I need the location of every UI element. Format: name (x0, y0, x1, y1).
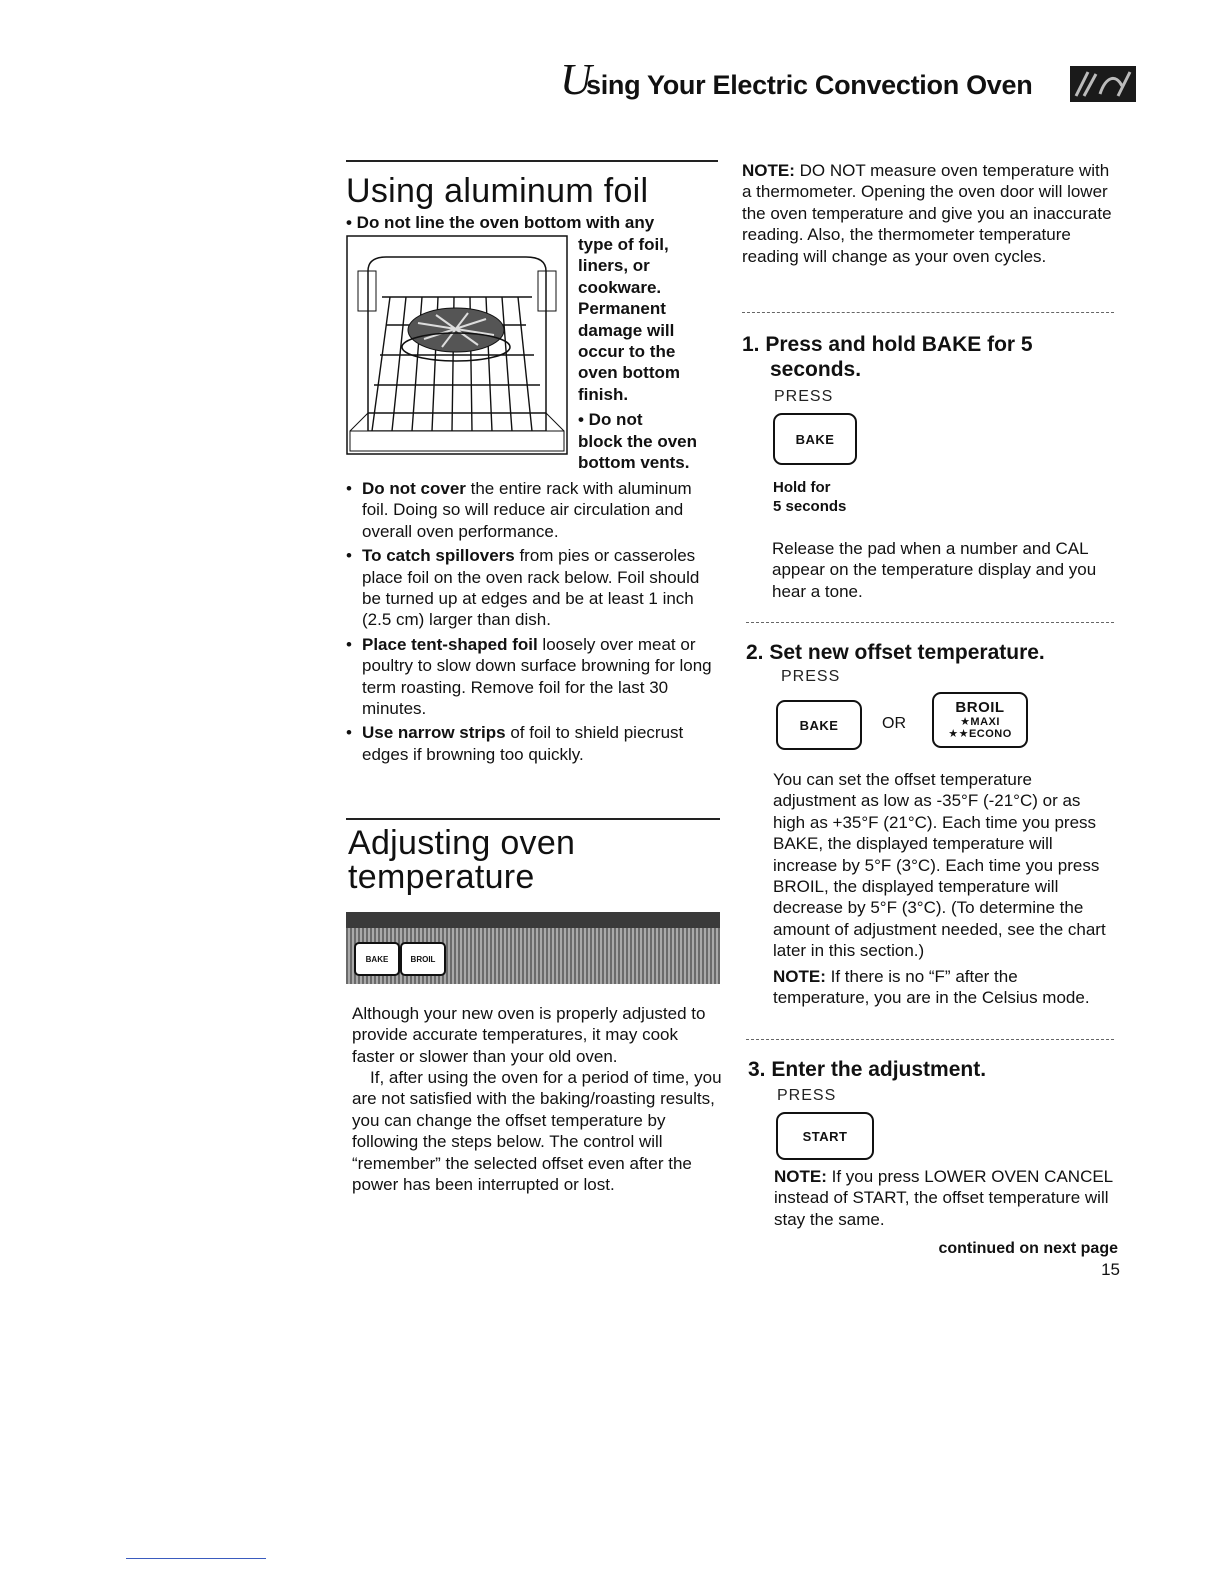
note-label: NOTE: (773, 967, 826, 986)
foil-heading: Using aluminum foil (346, 172, 649, 210)
press-label: PRESS (777, 1087, 837, 1104)
step-1-title (742, 332, 1114, 382)
oven-rack-illustration (346, 235, 568, 455)
broil-maxi-label: ★MAXI (960, 716, 1000, 728)
bake-key: BAKE (773, 413, 857, 465)
step-number: 1. (742, 333, 760, 356)
step-1-text: Release the pad when a number and CAL appear on the temperature display and you hear a tone. (772, 539, 1097, 601)
header-initial: U (560, 55, 592, 104)
foil-vent-line: block the oven (578, 431, 698, 451)
banner-broil-key: BROIL (400, 942, 446, 976)
section-rule (346, 818, 720, 820)
hold-line: Hold for (773, 479, 831, 496)
step-number: 3. (748, 1058, 766, 1081)
note-label: NOTE: (742, 161, 795, 180)
running-header (560, 52, 1200, 112)
step-title-line: seconds. (770, 358, 862, 381)
press-label: PRESS (781, 668, 841, 685)
note-text: If you press LOWER OVEN CANCEL instead of START, the offset temperature will stay the same. (774, 1167, 1113, 1229)
foil-lead-wrap-line: type of foil, (578, 235, 669, 254)
list-item: • Use narrow strips of foil to shield piecrust edges if browning too quickly. (346, 722, 716, 765)
hold-instruction (773, 478, 846, 516)
step-2-text: You can set the offset temperature adjustment as low as -35°F (-21°C) or as high as +35°F (21°C). Each time you press BAKE, the displayed temperature will increase by 5°F (3°C). Each time you press BROIL, the displayed temperature will decrease by 5°F (3°C). (To determine the amount of adjustment needed, see the chart later in this section.) (773, 770, 1106, 961)
broil-key-label: BROIL (955, 699, 1005, 716)
hold-line: 5 seconds (773, 498, 847, 515)
celsius-note (773, 966, 1103, 1009)
broil-econo-label: ★★ECONO (948, 728, 1012, 740)
step-title-line: Enter the adjustment. (771, 1058, 987, 1081)
or-label: OR (882, 715, 906, 732)
dashed-divider (746, 1039, 1114, 1040)
section-rule (346, 160, 718, 162)
dashed-divider (746, 622, 1114, 623)
foil-lead-wrap-line: cookware. (578, 277, 662, 297)
header-title: sing Your Electric Convection Oven (586, 70, 1033, 100)
foil-vent-line: • Do not (578, 410, 643, 430)
note-label: NOTE: (774, 1167, 827, 1186)
foil-lead-wrap-line: finish. (578, 384, 629, 404)
foil-lead-wrap-line: oven bottom (578, 363, 680, 383)
thermometer-note (742, 160, 1114, 267)
foil-lead-wrap (578, 234, 718, 473)
adjust-paragraph-2: If, after using the oven for a period of time, you are not satisfied with the baking/roasting results, you can change the offset temperature by following the steps below. The control will “remember” the selected offset even after the power has been interrupted or lost. (352, 1068, 722, 1195)
step-2-title (746, 640, 1118, 665)
list-item: • Do not cover the entire rack with aluminum foil. Doing so will reduce air circulation and overall oven performance. (346, 478, 716, 542)
foil-lead-wrap-line: damage will (578, 320, 675, 340)
dashed-divider (742, 312, 1114, 313)
bake-key: BAKE (776, 700, 862, 750)
page-number: 15 (1101, 1260, 1120, 1279)
section-tab-graphic (1070, 66, 1136, 102)
note-text: DO NOT measure oven temperature with a thermometer. Opening the oven door will lower the oven temperature and give you an inaccurate reading. Also, the thermometer temperature reading will change as your oven cycles. (742, 161, 1112, 266)
start-note (774, 1166, 1114, 1230)
foil-lead-wrap-line: liners, or (578, 256, 650, 276)
note-text: If there is no “F” after the temperature, you are in the Celsius mode. (773, 967, 1090, 1008)
foil-lead-line: • Do not line the oven bottom with any (346, 213, 655, 232)
start-key: START (776, 1112, 874, 1160)
banner-bake-key: BAKE (354, 942, 400, 976)
adjust-paragraph-1: Although your new oven is properly adjusted to provide accurate temperatures, it may cook faster or slower than your old oven. (352, 1004, 706, 1066)
press-label: PRESS (774, 388, 834, 405)
step-title-line: Press and hold BAKE for 5 (765, 333, 1033, 356)
adjust-heading-line: temperature (348, 858, 535, 896)
broil-key (932, 692, 1028, 748)
adjust-heading (348, 826, 575, 894)
foil-lead-wrap-line: Permanent (578, 299, 666, 319)
adjust-heading-line: Adjusting oven (348, 824, 576, 862)
step-3-title (748, 1057, 1120, 1082)
step-number: 2. (746, 641, 764, 664)
foil-bullet-list (346, 478, 716, 768)
control-panel-banner (346, 912, 720, 984)
footer-line (126, 1558, 266, 1559)
list-item: • Place tent-shaped foil loosely over meat or poultry to slow down surface browning for long term roasting. Remove foil for the last 30 minutes. (346, 634, 716, 720)
continued-note: continued on next page (938, 1240, 1118, 1257)
list-item: • To catch spillovers from pies or casseroles place foil on the oven rack below. Foil should be turned up at edges and be at least 1 inch (2.5 cm) larger than dish. (346, 545, 716, 631)
step-title-line: Set new offset temperature. (769, 641, 1045, 664)
foil-vent-line: bottom vents. (578, 453, 690, 473)
foil-lead-wrap-line: occur to the (578, 342, 676, 362)
banner-top-strip (346, 912, 720, 928)
